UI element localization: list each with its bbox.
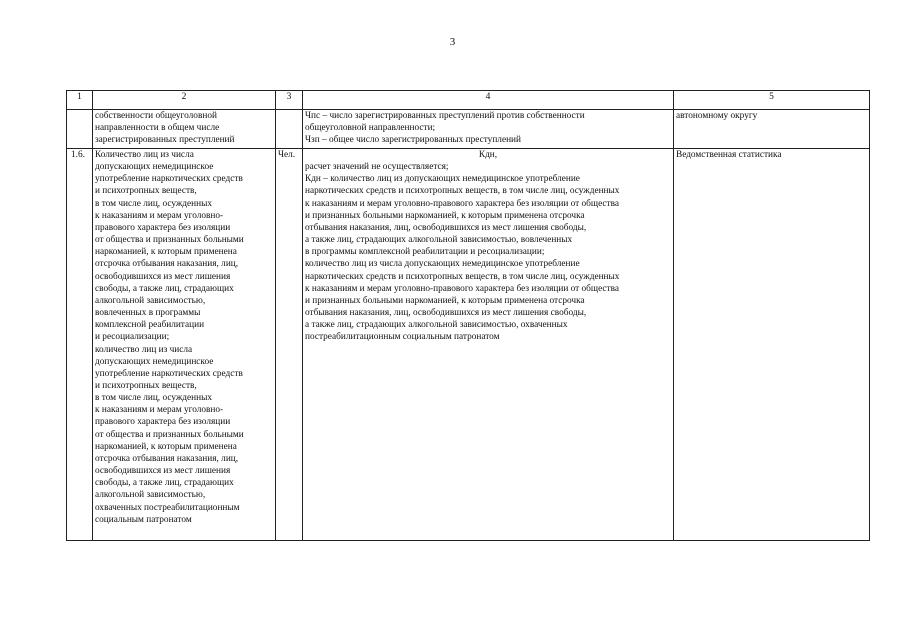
text-line: наркотических средств и психотропных веществ, в том числе лиц, осужденных [305, 186, 620, 197]
text-line: отбывания наказания, лиц, освободившихся из мест лишения свободы, [305, 308, 587, 319]
text-line: автономному округу [676, 111, 758, 121]
text-line: зарегистрированных преступлений [95, 135, 235, 146]
continuation-formula-cell [303, 110, 674, 149]
text-line: свободы, а также лиц, страдающих [95, 283, 234, 294]
text-line: и психотропных веществ, [95, 186, 197, 197]
text-line: Ведомственная статистика [676, 150, 782, 160]
text-line: освободившихся из мест лишения [95, 271, 231, 282]
indicators-table [66, 90, 870, 541]
continuation-indicator-cell [93, 110, 276, 149]
text-line: к наказаниям и мерам уголовно- [95, 210, 224, 221]
text-line: вовлеченных в программы [95, 308, 201, 319]
continuation-source-cell [674, 110, 870, 149]
text-line: алкогольной зависимостью, [95, 295, 206, 306]
text-line: Чзп – общее число зарегистрированных преступлений [305, 135, 522, 146]
continuation-unit-cell [276, 110, 303, 149]
header-cell-3: 3 [276, 91, 303, 110]
header-cell-1: 1 [67, 91, 93, 110]
text-line: наркоманией, к которым применена [95, 441, 237, 452]
text-line: к наказаниям и мерам уголовно-правового характера без изоляции от общества [305, 283, 620, 294]
text-line: Чпс – число зарегистрированных преступлений против собственности [305, 111, 585, 121]
text-line: социальным патронатом [95, 514, 192, 525]
text-line: а также лиц, страдающих алкогольной зависимостью, вовлеченных [305, 235, 573, 246]
text-line: алкогольной зависимостью, [95, 490, 206, 501]
text-line: наркотических средств и психотропных веществ, в том числе лиц, осужденных [305, 271, 620, 282]
text-line: и ресоциализации; [95, 332, 170, 343]
text-line: и признанных больными наркоманией, к которым применена отсрочка [305, 210, 585, 221]
row-number-cell: 1.6. [67, 149, 93, 541]
text-line: к наказаниям и мерам уголовно-правового характера без изоляции от общества [305, 198, 620, 209]
text-line: а также лиц, страдающих алкогольной зависимостью, охваченных [305, 320, 568, 331]
text-line: в том числе лиц, осужденных [95, 393, 212, 404]
text-line: общеуголовной направленности; [305, 123, 436, 134]
text-line: от общества и признанных больными [95, 429, 244, 440]
text-line: правового характера без изоляции [95, 222, 231, 233]
text-line: количество лиц из числа допускающих немедицинское употребление [305, 259, 580, 270]
text-line: и психотропных веществ, [95, 380, 197, 391]
header-cell-4: 4 [303, 91, 674, 110]
text-line: комплексной реабилитации [95, 320, 205, 331]
text-line: отбывания наказания, лиц, освободившихся из мест лишения свободы, [305, 222, 587, 233]
formula-cell [303, 149, 674, 541]
unit-cell: Чел. [276, 149, 303, 541]
text-line: допускающих немедицинское [95, 356, 214, 367]
text-line: свободы, а также лиц, страдающих [95, 478, 234, 489]
formula-symbol: Кдн, [478, 150, 498, 160]
header-cell-2: 2 [93, 91, 276, 110]
text-line: правового характера без изоляции [95, 417, 231, 428]
text-line: Количество лиц из числа [95, 150, 194, 160]
source-cell [674, 149, 870, 541]
text-line: употребление наркотических средств [95, 368, 243, 379]
text-line: употребление наркотических средств [95, 174, 243, 185]
indicator-name-cell [93, 149, 276, 541]
text-line: охваченных постреабилитационным [95, 502, 240, 513]
text-line: в программы комплексной реабилитации и ресоциализации; [305, 247, 545, 258]
header-cell-5: 5 [674, 91, 870, 110]
text-line: постреабилитационным социальным патронатом [305, 332, 500, 343]
text-line: направленности в общем числе [95, 123, 220, 134]
text-line: количество лиц из числа [95, 344, 193, 355]
text-line: и признанных больными наркоманией, к которым применена отсрочка [305, 295, 585, 306]
header-row [67, 91, 870, 110]
text-line: собственности общеуголовной [95, 111, 217, 121]
text-line: освободившихся из мест лишения [95, 466, 231, 477]
text-line: допускающих немедицинское [95, 162, 214, 173]
page-number: 3 [449, 36, 456, 48]
row-1-6 [67, 149, 870, 541]
text-line: в том числе лиц, осужденных [95, 198, 212, 209]
text-line: от общества и признанных больными [95, 235, 244, 246]
continuation-num-cell [67, 110, 93, 149]
text-line: наркоманией, к которым применена [95, 247, 237, 258]
text-line: к наказаниям и мерам уголовно- [95, 405, 224, 416]
text-line: отсрочка отбывания наказания, лиц, [95, 453, 239, 464]
text-line: отсрочка отбывания наказания, лиц, [95, 259, 239, 270]
text-line: расчет значений не осуществляется; [305, 162, 449, 173]
continuation-row [67, 110, 870, 149]
text-line: Кдн – количество лиц из допускающих немедицинское употребление [305, 174, 580, 185]
